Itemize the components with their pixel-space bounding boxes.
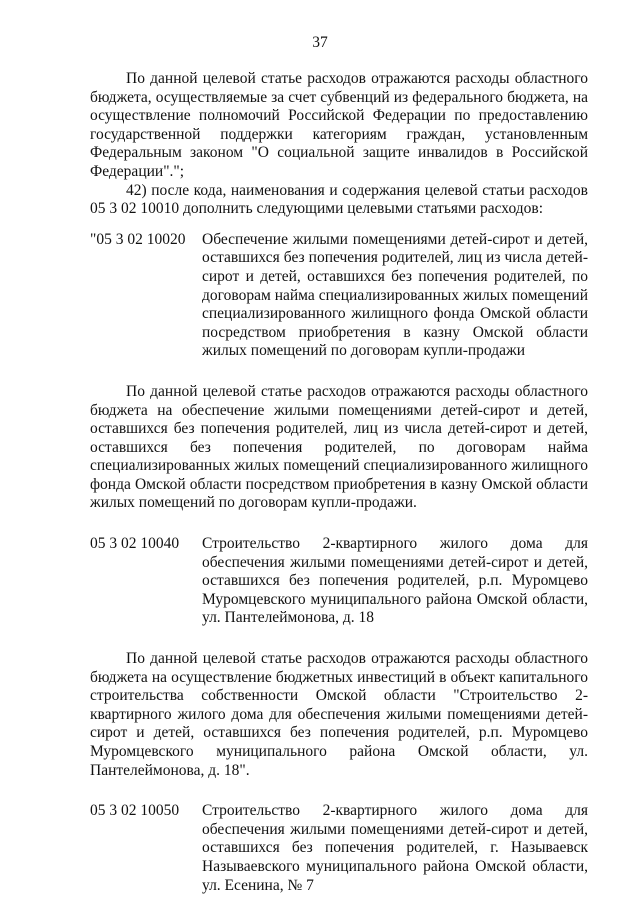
entry-description: Обеспечение жилыми помещениями детей-сирот и детей, оставшихся без попечения родителей, лиц из числа детей-сирот и детей, оставшихся без попечения родителей, по договорам найма специализированных жилых помещений специализированного жилищного фонда Омской области посредством приобретения в казну Омской области жилых помещений по договорам купли-продажи	[202, 230, 588, 360]
paragraph-1: По данной целевой статье расходов отражаются расходы областного бюджета, осуществляемые за счет субвенций из федерального бюджета, на осуществление полномочий Российской Федерации по предоставлению государственной поддержки категориям граждан, установленным Федеральным законом "О социальной защите инвалидов в Российской Федерации".";	[90, 70, 588, 180]
document-body	[90, 70, 588, 895]
paragraph-3: По данной целевой статье расходов отражаются расходы областного бюджета на обеспечение жилыми помещениями детей-сирот и детей, оставшихся без попечения родителей, лиц из числа детей-сирот и детей, оставшихся без попечения родителей, по договорам найма специализированных жилых помещений специализированного жилищного фонда Омской области посредством приобретения в казну Омской области жилых помещений по договорам купли-продажи.	[90, 382, 588, 512]
budget-entry-10040	[90, 535, 588, 628]
entry-code: 05 3 02 10040	[90, 535, 180, 553]
page-number: 37	[312, 34, 328, 51]
entry-code: 05 3 02 10050	[90, 802, 180, 820]
budget-entry-10050	[90, 802, 588, 895]
budget-entry-10020	[90, 231, 588, 361]
entry-description: Строительство 2-квартирного жилого дома для обеспечения жилыми помещениями детей-сирот и детей, оставшихся без попечения родителей, г. Называевск Называевского муниципального района Омской области, ул. Есенина, № 7	[202, 802, 588, 894]
entry-code: "05 3 02 10020	[90, 230, 186, 248]
paragraph-4: По данной целевой статье расходов отражаются расходы областного бюджета на осуществление бюджетных инвестиций в объект капитального строительства собственности Омской области "Строительство 2-квартирного жилого дома для обеспечения жилыми помещениями детей-сирот и детей, оставшихся без попечения родителей, р.п. Муромцево Муромцевского муниципального района Омской области, ул. Пантелеймонова, д. 18".	[90, 650, 588, 779]
paragraph-2: 42) после кода, наименования и содержания целевой статьи расходов 05 3 02 10010 дополнить следующими целевыми статьями расходов:	[90, 181, 588, 218]
entry-description: Строительство 2-квартирного жилого дома для обеспечения жилыми помещениями детей-сирот и детей, оставшихся без попечения родителей, р.п. Муромцево Муромцевского муниципального района Омской области, ул. Пантелеймонова, д. 18	[202, 535, 588, 627]
